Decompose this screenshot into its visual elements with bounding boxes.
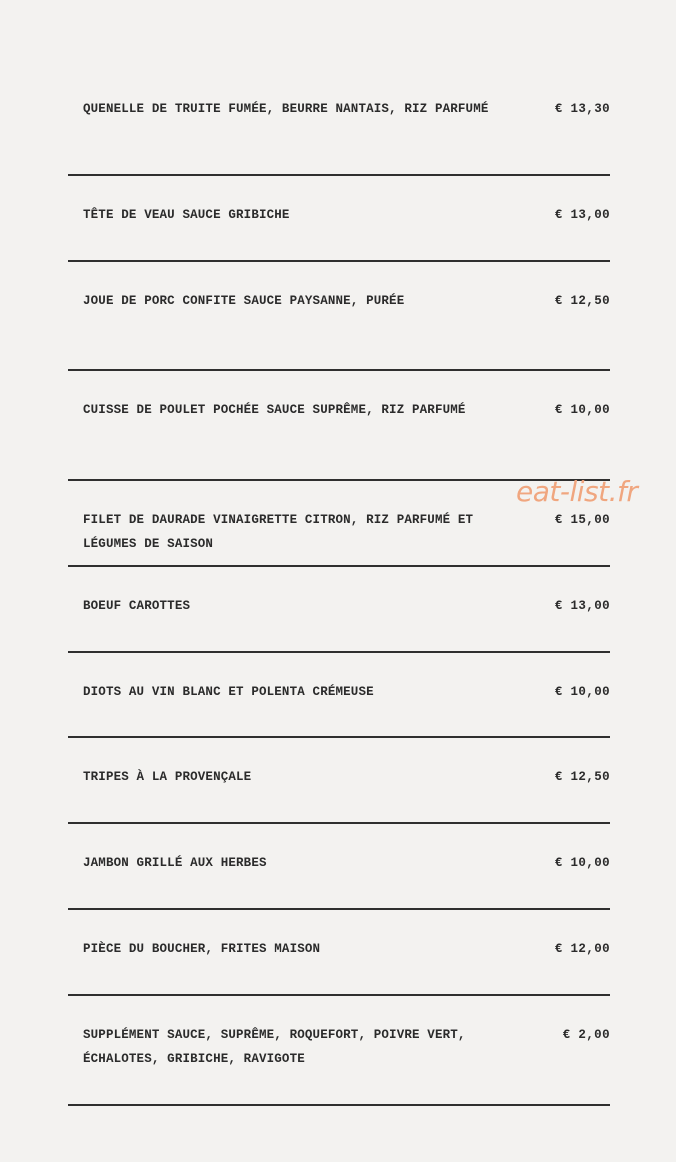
dish-name: JAMBON GRILLÉ AUX HERBES bbox=[83, 856, 267, 870]
menu-item bbox=[68, 824, 610, 910]
dish-price: € 10,00 bbox=[554, 403, 610, 417]
menu-item bbox=[68, 996, 610, 1106]
dish-name: FILET DE DAURADE VINAIGRETTE CITRON, RIZ PARFUMÉ ET LÉGUMES DE SAISON bbox=[83, 513, 474, 551]
dish-price: € 12,00 bbox=[554, 942, 610, 956]
menu-item bbox=[68, 262, 610, 371]
dish-price: € 15,00 bbox=[554, 513, 610, 527]
dish-name: PIÈCE DU BOUCHER, FRITES MAISON bbox=[83, 942, 321, 956]
dish-name: DIOTS AU VIN BLANC ET POLENTA CRÉMEUSE bbox=[83, 685, 374, 699]
menu-item bbox=[68, 371, 610, 481]
menu-item bbox=[68, 567, 610, 653]
menu-list bbox=[68, 70, 610, 1106]
dish-name: QUENELLE DE TRUITE FUMÉE, BEURRE NANTAIS, RIZ PARFUMÉ bbox=[83, 102, 489, 116]
dish-price: € 2,00 bbox=[562, 1028, 610, 1042]
dish-price: € 12,50 bbox=[554, 294, 610, 308]
dish-price: € 10,00 bbox=[554, 856, 610, 870]
dish-name: TRIPES À LA PROVENÇALE bbox=[83, 770, 252, 784]
dish-price: € 10,00 bbox=[554, 685, 610, 699]
menu-item bbox=[68, 176, 610, 262]
dish-name: BOEUF CAROTTES bbox=[83, 599, 191, 613]
dish-price: € 13,00 bbox=[554, 599, 610, 613]
dish-name: SUPPLÉMENT SAUCE, SUPRÊME, ROQUEFORT, POIVRE VERT, ÉCHALOTES, GRIBICHE, RAVIGOTE bbox=[83, 1028, 466, 1066]
menu-item bbox=[68, 738, 610, 824]
menu-item bbox=[68, 70, 610, 176]
dish-name: TÊTE DE VEAU SAUCE GRIBICHE bbox=[83, 208, 290, 222]
dish-price: € 12,50 bbox=[554, 770, 610, 784]
menu-item bbox=[68, 653, 610, 738]
menu-item bbox=[68, 910, 610, 996]
site-watermark: eat-list.fr bbox=[516, 475, 638, 508]
dish-name: CUISSE DE POULET POCHÉE SAUCE SUPRÊME, RIZ PARFUMÉ bbox=[83, 403, 466, 417]
dish-price: € 13,00 bbox=[554, 208, 610, 222]
dish-price: € 13,30 bbox=[554, 102, 610, 116]
dish-name: JOUE DE PORC CONFITE SAUCE PAYSANNE, PURÉE bbox=[83, 294, 405, 308]
